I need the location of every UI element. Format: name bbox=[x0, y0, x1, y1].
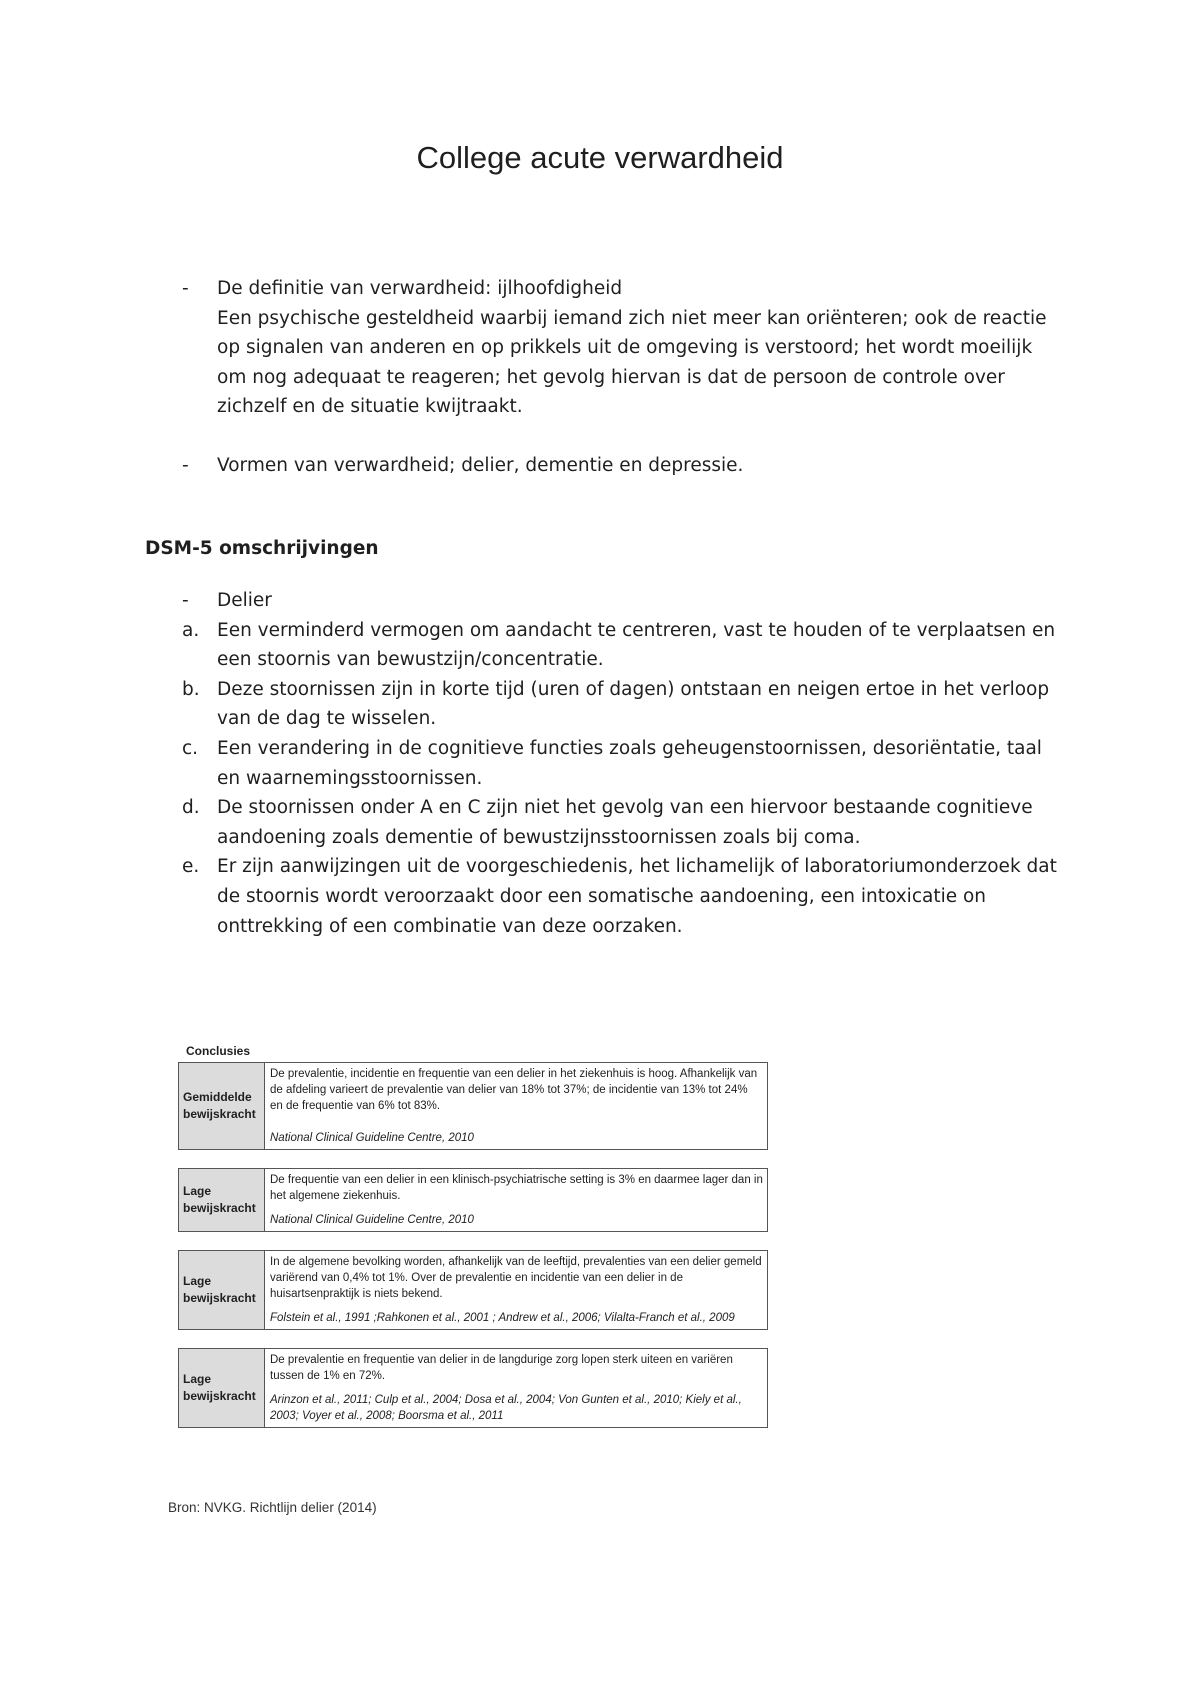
conclusion-table bbox=[178, 1168, 768, 1232]
conclusion-text: De prevalentie en frequentie van delier in de langdurige zorg lopen sterk uiteen en variëren tussen de 1% en 72%. bbox=[270, 1354, 733, 1382]
conclusion-source: Arinzon et al., 2011; Culp et al., 2004; Dosa et al., 2004; Von Gunten et al., 2010; Kiely et al., 2003; Voyer et al., 2008; Boorsma et al., 2011 bbox=[270, 1394, 742, 1422]
list-marker: - bbox=[182, 278, 189, 299]
list-marker: - bbox=[182, 454, 189, 476]
list-item-text: Een verminderd vermogen om aandacht te centreren, vast te houden of te verplaatsen en een stoornis van bewustzijn/concentratie. bbox=[217, 619, 1056, 671]
list-marker: c. bbox=[182, 737, 199, 759]
conclusion-body bbox=[265, 1349, 767, 1427]
list-marker: e. bbox=[182, 856, 200, 878]
intro-list bbox=[0, 274, 1200, 481]
conclusion-text: In de algemene bevolking worden, afhankelijk van de leeftijd, prevalenties van een delier gemeld variërend van 0,4% tot 1%. Over de prevalentie en incidentie van een delier in de huisartsenpraktijk is niets bekend. bbox=[270, 1256, 762, 1300]
list-marker: - bbox=[182, 590, 189, 611]
conclusion-text: De prevalentie, incidentie en frequentie van een delier in het ziekenhuis is hoog. Afhankelijk van de afdeling varieert de prevalentie van delier van 18% tot 37%; de incidentie van 13% tot 24% en de frequentie van 6% tot 83%. bbox=[270, 1068, 758, 1112]
list-item bbox=[0, 734, 1200, 793]
list-item bbox=[0, 793, 1200, 852]
list-item bbox=[0, 616, 1200, 675]
conclusion-table bbox=[178, 1062, 768, 1150]
list-item-text: Vormen van verwardheid; delier, dementie en depressie. bbox=[217, 454, 744, 476]
list-marker: a. bbox=[182, 619, 200, 641]
list-item bbox=[0, 852, 1200, 941]
conclusions-figure bbox=[178, 1044, 768, 1446]
conclusion-table bbox=[178, 1250, 768, 1330]
conclusion-body bbox=[265, 1063, 767, 1149]
list-item-text: Een verandering in de cognitieve functies zoals geheugenstoornissen, desoriëntatie, taal en waarnemingsstoornissen. bbox=[217, 737, 1042, 789]
list-item-text: Er zijn aanwijzingen uit de voorgeschiedenis, het lichamelijk of laboratoriumonderzoek dat de stoornis wordt veroorzaakt door een somatische aandoening, een intoxicatie on onttrekking of een combinatie van deze oorzaken. bbox=[217, 856, 1057, 937]
list-item-text: De definitie van verwardheid: ijlhoofdigheid bbox=[217, 278, 623, 299]
list-item bbox=[0, 304, 1200, 422]
list-item bbox=[0, 675, 1200, 734]
list-item-text: De stoornissen onder A en C zijn niet het gevolg van een hiervoor bestaande cognitieve aandoening zoals dementie of bewustzijnsstoornissen zoals bij coma. bbox=[217, 797, 1033, 848]
section-heading: DSM-5 omschrijvingen bbox=[145, 538, 379, 559]
list-item-text: Deze stoornissen zijn in korte tijd (uren of dagen) ontstaan en neigen ertoe in het verloop van de dag te wisselen. bbox=[217, 678, 1050, 730]
page-title: College acute verwardheid bbox=[416, 140, 784, 175]
list-item bbox=[0, 451, 1200, 481]
list-item-text: Een psychische gesteldheid waarbij iemand zich niet meer kan oriënteren; ook de reactie op signalen van anderen en op prikkels uit de omgeving is verstoord; het wordt moeilijk om nog adequaat te reageren; het gevolg hiervan is dat de persoon de controle over zichzelf en de situatie kwijtraakt. bbox=[217, 307, 1047, 418]
conclusion-table bbox=[178, 1348, 768, 1428]
evidence-level: Lage bewijskracht bbox=[179, 1349, 265, 1427]
source-caption: Bron: NVKG. Richtlijn delier (2014) bbox=[168, 1500, 377, 1515]
conclusions-title: Conclusies bbox=[186, 1044, 251, 1058]
evidence-level: Gemiddelde bewijskracht bbox=[179, 1063, 265, 1149]
list-item-text: Delier bbox=[217, 590, 272, 611]
evidence-level: Lage bewijskracht bbox=[179, 1169, 265, 1231]
list-item bbox=[0, 274, 1200, 304]
list-marker: d. bbox=[182, 797, 200, 819]
conclusion-body bbox=[265, 1169, 767, 1231]
conclusion-source: National Clinical Guideline Centre, 2010 bbox=[270, 1214, 474, 1226]
list-marker: b. bbox=[182, 678, 200, 700]
conclusion-source: National Clinical Guideline Centre, 2010 bbox=[270, 1132, 474, 1144]
dsm-list bbox=[0, 586, 1200, 941]
evidence-level: Lage bewijskracht bbox=[179, 1251, 265, 1329]
conclusion-body bbox=[265, 1251, 767, 1329]
list-item bbox=[0, 586, 1200, 616]
conclusion-source: Folstein et al., 1991 ;Rahkonen et al., 2001 ; Andrew et al., 2006; Vilalta-Franch et al., 2009 bbox=[270, 1312, 735, 1324]
conclusion-text: De frequentie van een delier in een klinisch-psychiatrische setting is 3% en daarmee lager dan in het algemene ziekenhuis. bbox=[270, 1174, 763, 1202]
